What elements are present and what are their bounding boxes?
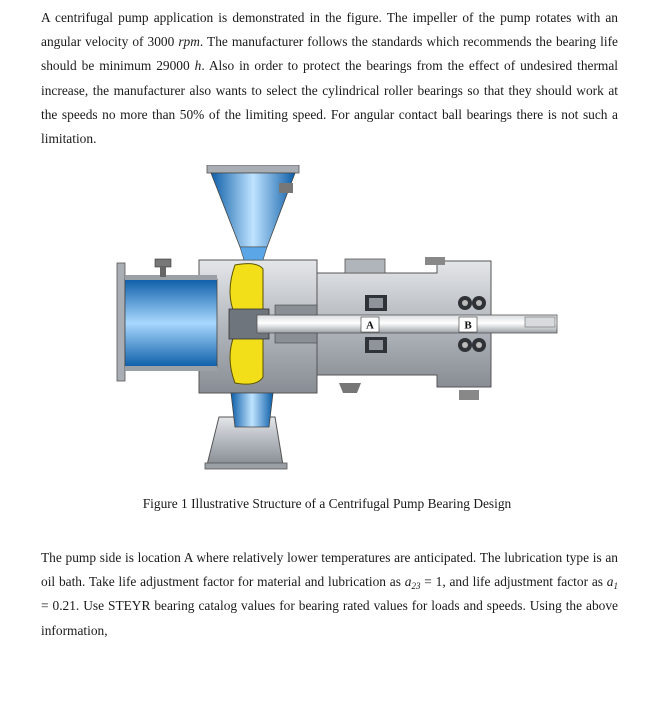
- discharge-flange: [207, 165, 299, 173]
- suction-nozzle: [125, 279, 217, 367]
- pump-shaft: [257, 315, 557, 333]
- a1-symbol: a: [606, 574, 614, 590]
- intro-text-1: A centrifugal pump application is demonstrated in the figure. The impeller of the pump rotates with an angular velocity of: [41, 10, 618, 50]
- a23-subscript: 23: [411, 581, 421, 592]
- impeller-upper: [230, 264, 263, 315]
- details-text-1: The pump side is location A where relatively lower temperatures are anticipated. The lubrication type is an oil bath. Take life adjustment factor for material and lubrication as: [41, 550, 618, 590]
- impeller-lower: [230, 333, 263, 384]
- intro-text-2: . The manufacturer follows the standards which recommends the bearing life should be minimum: [41, 34, 618, 74]
- inlet-flange: [117, 263, 125, 381]
- a1-subscript: 1: [613, 581, 618, 592]
- a23-value: = 1, and life adjustment factor as: [420, 574, 607, 590]
- figure-caption: Figure 1 Illustrative Structure of a Centrifugal Pump Bearing Design: [142, 496, 512, 511]
- a1-value: = 0.21. Use STEYR bearing catalog values for bearing rated values for loads and speeds. Using the above information,: [41, 598, 618, 638]
- speed-value: 3000: [147, 34, 179, 50]
- problem-details-paragraph: [41, 546, 618, 643]
- bearing-a-label: A: [366, 319, 374, 332]
- life-value: 29000: [156, 58, 195, 74]
- bottom-outlet: [231, 393, 273, 427]
- pump-cross-section-figure: [107, 165, 563, 490]
- life-unit: h: [194, 58, 202, 74]
- problem-intro-paragraph: [41, 6, 618, 151]
- a23-symbol: a: [404, 574, 412, 590]
- bearing-b-label: B: [464, 319, 472, 332]
- speed-unit: rpm: [178, 34, 200, 50]
- intro-text-3: . Also in order to protect the bearings from the effect of undesired thermal increase, the manufacturer also wants to select the cylindrical roller bearings so that they should work at the speeds no more than 50% of the limiting speed. For angular contact ball bearings there is not such a limitation.: [41, 58, 618, 147]
